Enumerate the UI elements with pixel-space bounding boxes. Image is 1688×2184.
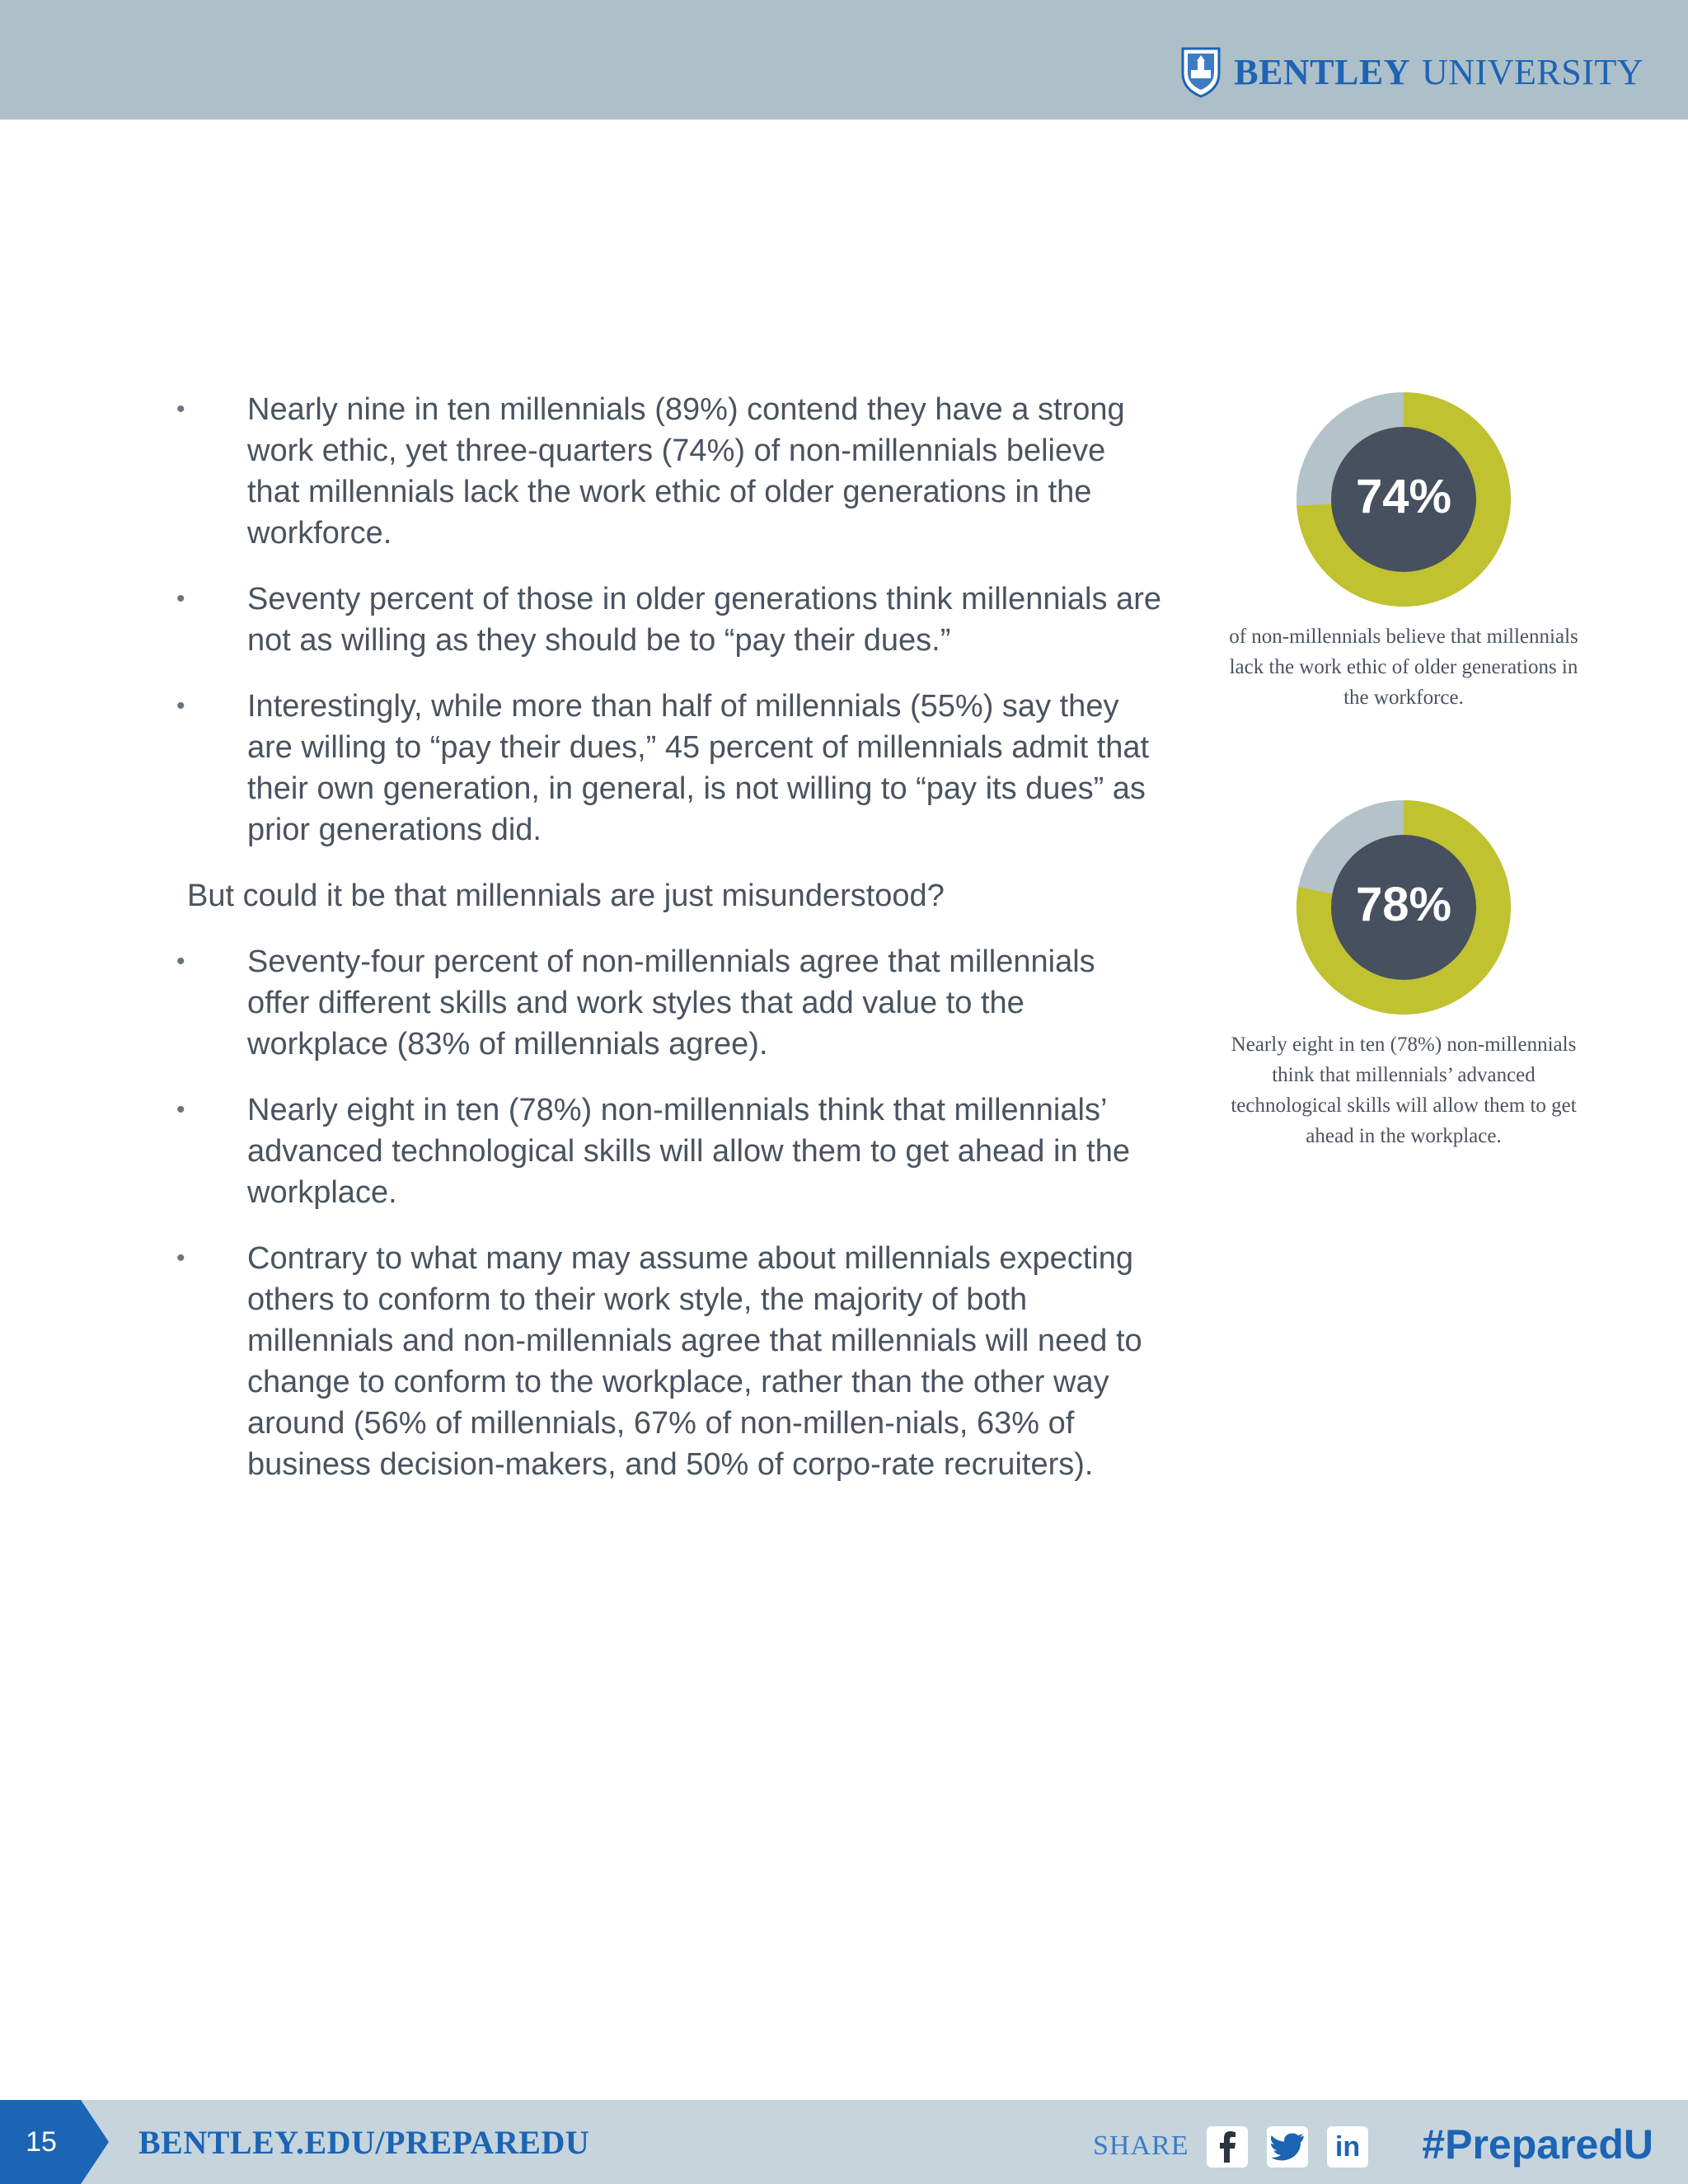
university-seal-icon — [1179, 45, 1222, 98]
brand-logo[interactable] — [1179, 43, 1643, 101]
bullet-dot: • — [176, 692, 185, 719]
bullet-item — [165, 686, 1162, 851]
facebook-icon[interactable] — [1207, 2126, 1248, 2168]
bullet-item — [165, 1238, 1162, 1485]
main-content — [165, 389, 1162, 1510]
donut-label: 78% — [1355, 878, 1452, 931]
hashtag-link[interactable]: #PreparedU — [1422, 2121, 1653, 2168]
bullet-item — [165, 941, 1162, 1065]
brand-name-bold: BENTLEY — [1234, 51, 1411, 92]
section-question: But could it be that millennials are just misunderstood? — [187, 879, 945, 913]
stat-caption: Nearly eight in ten (78%) non-millennials think that millennials’ advanced technological skills will allow them to get ahead in the workplace. — [1231, 1033, 1577, 1147]
bullet-item — [165, 579, 1162, 661]
brand-name-light: UNIVERSITY — [1422, 51, 1643, 92]
bullet-text: Seventy percent of those in older generations think millennials are not as willing as they should be to “pay their dues.” — [247, 582, 1161, 658]
twitter-icon[interactable] — [1267, 2126, 1308, 2168]
donut-chart — [1296, 392, 1511, 607]
stat-card-tech-skills — [1222, 800, 1585, 1151]
donut-label: 74% — [1355, 470, 1452, 523]
bullet-text: Nearly nine in ten millennials (89%) contend they have a strong work ethic, yet three-quarters (74%) of non-millennials believe that millennials lack the work ethic of older generations in the workforce. — [247, 392, 1125, 551]
bullet-item — [165, 389, 1162, 554]
bullet-text: Nearly eight in ten (78%) non-millennials think that millennials’ advanced technological skills will allow them to get ahead in the workplace. — [247, 1093, 1130, 1210]
bullet-dot: • — [176, 948, 185, 975]
bullet-item — [165, 1090, 1162, 1213]
share-label: SHARE — [1093, 2130, 1189, 2161]
donut-chart — [1296, 800, 1511, 1015]
bullet-text: Seventy-four percent of non-millennials agree that millennials offer different skills and work styles that add value to the workplace (83% of millennials agree). — [247, 944, 1095, 1062]
bullet-dot: • — [176, 396, 185, 423]
bullet-text: Contrary to what many may assume about millennials expecting others to conform to their work style, the majority of both millennials and non-millennials agree that millennials will need to change to conform to the workplace, rather than the other way around (56% of millennials, 67% of non-millen-nials, 63% of business decision-makers, and 50% of corpo-rate recruiters). — [247, 1241, 1142, 1482]
page-number: 15 — [26, 2126, 57, 2158]
stat-caption: of non-millennials believe that millennials lack the work ethic of older generations in the workforce. — [1229, 626, 1578, 709]
linkedin-icon[interactable]: in — [1327, 2126, 1368, 2168]
bullet-dot: • — [176, 585, 185, 612]
bullet-text: Interestingly, while more than half of millennials (55%) say they are willing to “pay their dues,” 45 percent of millennials admit that their own generation, in general, is not willing to “pay its dues” as prior generations did. — [247, 689, 1150, 847]
bullet-dot: • — [176, 1096, 185, 1123]
stat-card-work-ethic — [1222, 392, 1585, 713]
site-url-link[interactable]: BENTLEY.EDU/PREPAREDU — [138, 2124, 590, 2161]
bullet-dot: • — [176, 1244, 185, 1272]
